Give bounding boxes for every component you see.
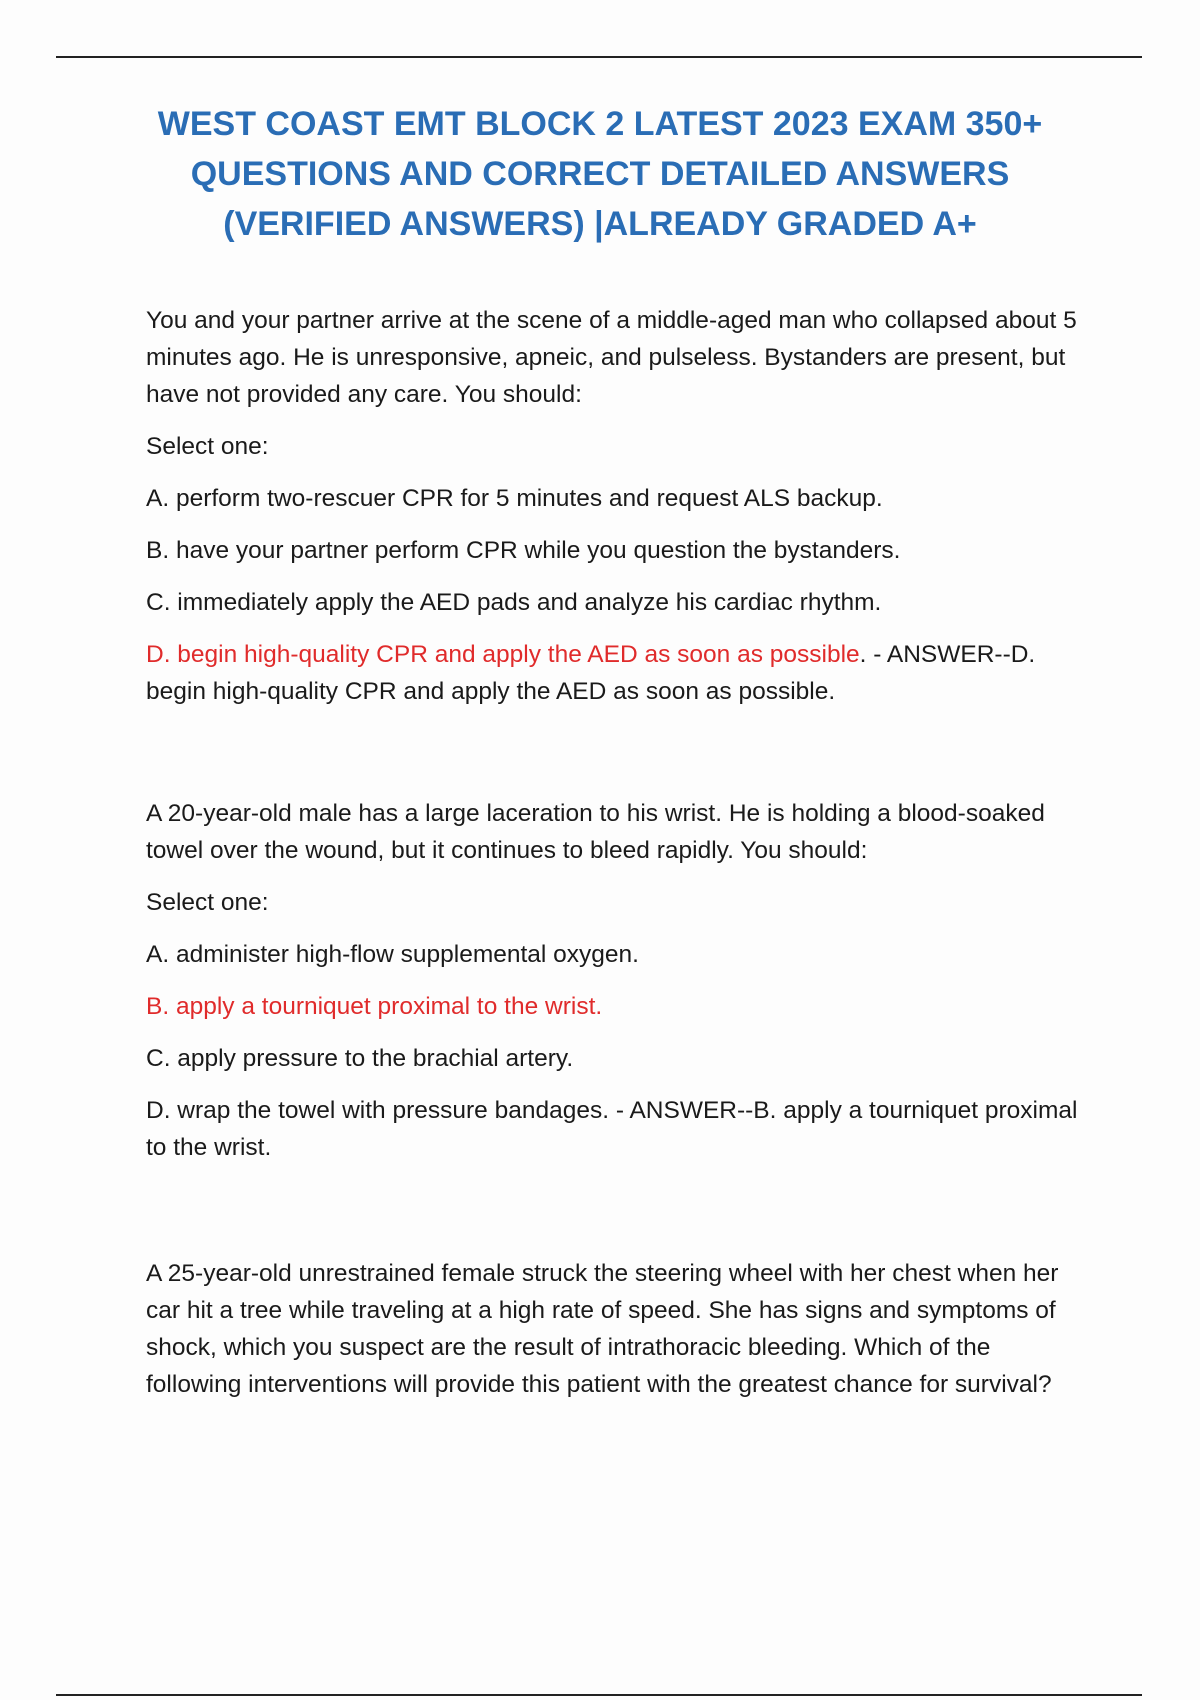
option-a: A. administer high-flow supplemental oxygen. xyxy=(146,941,639,968)
option-c: C. immediately apply the AED pads and analyze his cardiac rhythm. xyxy=(146,589,882,616)
question-2 xyxy=(146,795,1086,1166)
answer-key: . - ANSWER--D. begin high-quality CPR and apply the AED as soon as possible. xyxy=(146,641,1036,705)
title-line-2: QUESTIONS AND CORRECT DETAILED ANSWERS xyxy=(190,154,1010,193)
correct-option-highlight: D. begin high-quality CPR and apply the AED as soon as possible xyxy=(146,641,860,668)
select-prompt: Select one: xyxy=(146,889,269,916)
option-c: C. apply pressure to the brachial artery. xyxy=(146,1045,574,1072)
spacer xyxy=(146,1181,1086,1255)
question-stem: A 25-year-old unrestrained female struck the steering wheel with her chest when her car hit a tree while traveling at a high rate of speed. She has signs and symptoms of shock, which you suspect are the result of intrathoracic bleeding. Which of the following interventions will provide this patient with the greatest chance for survival? xyxy=(146,1260,1059,1398)
document-title xyxy=(100,99,1100,249)
option-b: B. have your partner perform CPR while you question the bystanders. xyxy=(146,537,901,564)
top-rule xyxy=(56,56,1142,58)
question-stem: You and your partner arrive at the scene of a middle-aged man who collapsed about 5 minutes ago. He is unresponsive, apneic, and pulseless. Bystanders are present, but have not provided any care. You should: xyxy=(146,307,1077,408)
question-stem: A 20-year-old male has a large laceration to his wrist. He is holding a blood-soaked towel over the wound, but it continues to bleed rapidly. You should: xyxy=(146,800,1045,864)
option-b-correct: B. apply a tourniquet proximal to the wrist. xyxy=(146,993,603,1020)
select-prompt: Select one: xyxy=(146,433,269,460)
questions-body xyxy=(146,302,1086,1418)
title-line-1: WEST COAST EMT BLOCK 2 LATEST 2023 EXAM 350+ xyxy=(157,104,1043,143)
option-d-answer xyxy=(146,636,1086,710)
bottom-rule xyxy=(56,1694,1142,1696)
question-3 xyxy=(146,1255,1086,1403)
question-1 xyxy=(146,302,1086,710)
option-a: A. perform two-rescuer CPR for 5 minutes and request ALS backup. xyxy=(146,485,883,512)
spacer xyxy=(146,725,1086,795)
option-d-answer: D. wrap the towel with pressure bandages. - ANSWER--B. apply a tourniquet proximal to the wrist. xyxy=(146,1097,1078,1161)
title-line-3: (VERIFIED ANSWERS) |ALREADY GRADED A+ xyxy=(223,204,977,243)
